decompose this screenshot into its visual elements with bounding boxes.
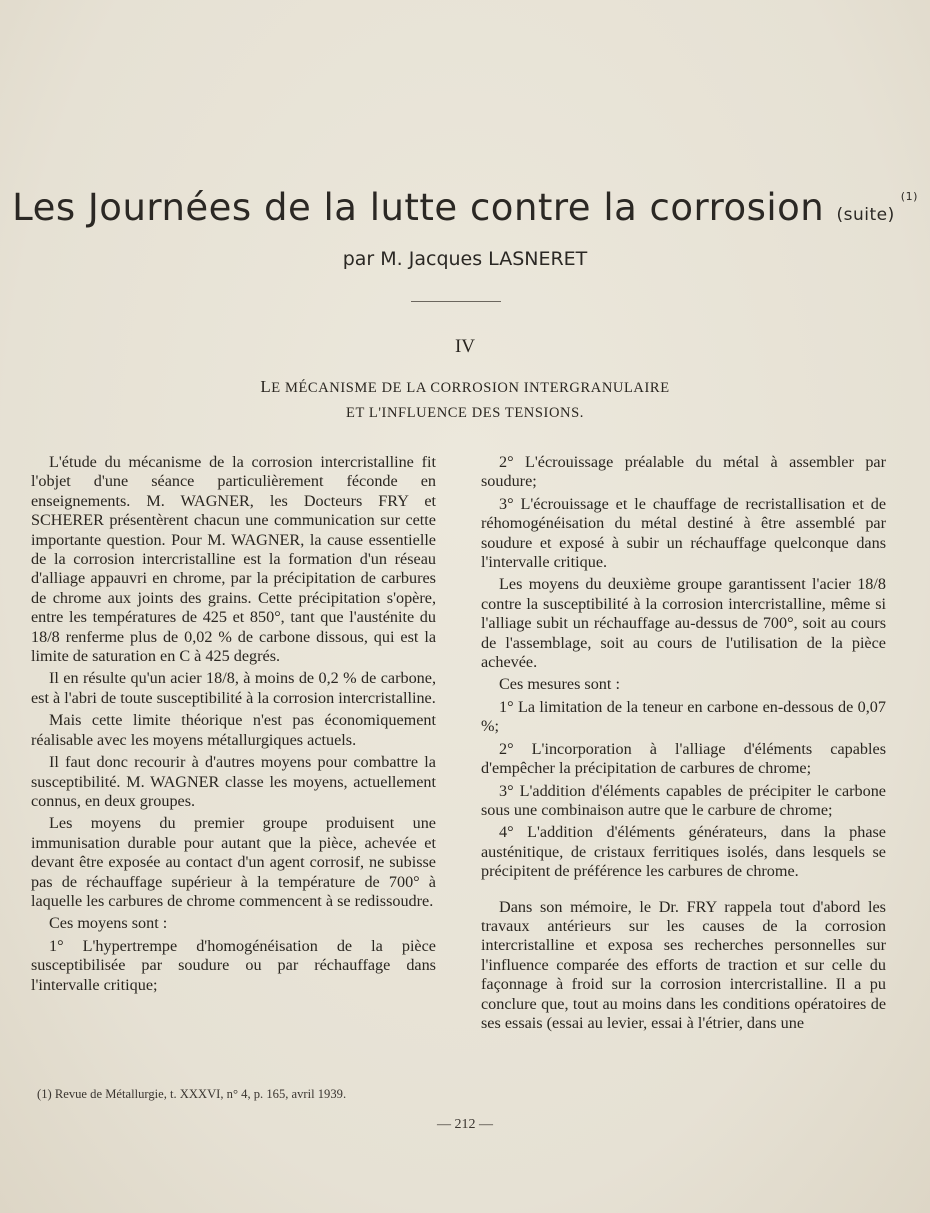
paragraph: Mais cette limite théorique n'est pas économiquement réalisable avec les moyens métallurgiques actuels. [31,711,436,749]
right-column [481,453,886,1036]
paragraph: 4° L'addition d'éléments générateurs, dans la phase austénitique, de cristaux ferritiques isolés, dans lesquels se précipitent de préférence les carbures de chrome. [481,823,886,881]
section-number: IV [454,336,476,357]
paragraph: 1° L'hypertrempe d'homogénéisation de la pièce susceptibilisée par soudure ou par réchauffage dans l'intervalle critique; [31,936,436,994]
section-title [0,374,930,426]
paragraph: 2° L'incorporation à l'alliage d'éléments capables d'empêcher la précipitation de carbures de chrome; [481,739,886,778]
paragraph: 2° L'écrouissage préalable du métal à assembler par soudure; [481,453,886,491]
section-title-line-1-rest: E MÉCANISME DE LA CORROSION INTERGRANULAIRE [271,380,670,396]
paragraph: 3° L'écrouissage et le chauffage de recristallisation et de réhomogénéisation du métal destiné à être assemblé par soudure et exposé à subir un réchauffage quelconque dans l'intervalle critique. [481,494,886,572]
author-byline: par M. Jacques LASNERET [342,248,588,270]
section-title-initial: L [260,377,272,396]
article-title [0,186,930,229]
section-title-line-1 [0,374,930,401]
paragraph: Il faut donc recourir à d'autres moyens pour combattre la susceptibilité. M. WAGNER classe les moyens, actuellement connus, en deux groupes. [31,753,436,810]
title-text: Les Journées de la lutte contre la corrosion [12,186,825,229]
title-divider [411,301,501,302]
paragraph: Les moyens du deuxième groupe garantissent l'acier 18/8 contre la susceptibilité à la corrosion intercristalline, même si l'alliage subit un réchauffage au-dessus de 700°, soit au cours de l'assemblage, soit au cours de l'utilisation de la pièce achevée. [481,575,886,672]
paragraph: Les moyens du premier groupe produisent une immunisation durable pour autant que la pièce, achevée et devant être exposée au contact d'un agent corrosif, ne subisse pas de réchauffage supérieur à la température de 700° à laquelle les carbures de chrome commencent à se redissoudre. [31,814,436,910]
paragraph: 1° La limitation de la teneur en carbone en-dessous de 0,07 %; [481,697,886,736]
paragraph: Il en résulte qu'un acier 18/8, à moins de 0,2 % de carbone, est à l'abri de toute susceptibilité à la corrosion intercristalline. [31,669,436,707]
footnote-mark: (1) [900,190,918,203]
paragraph: Ces moyens sont : [49,914,168,933]
left-column [31,453,436,998]
page-number: — 212 — [437,1117,493,1132]
paragraph: 3° L'addition d'éléments capables de précipiter le carbone sous une combinaison autre que le carbure de chrome; [481,781,886,819]
paragraph: Dans son mémoire, le Dr. FRY rappela tout d'abord les travaux antérieurs sur les causes de la corrosion intercristalline et exposa ses recherches personnelles sur l'influence comparée des efforts de traction et sur celle du façonnage à froid sur la corrosion intercristalline. Il a pu conclure que, tout au moins dans les conditions opératoires de ses essais (essai au levier, essai à l'étrier, dans une [481,897,886,1032]
title-suffix: (suite) [836,205,895,225]
section-title-line-2: ET L'INFLUENCE DES TENSIONS. [346,405,584,421]
paragraph: L'étude du mécanisme de la corrosion intercristalline fit l'objet d'une séance particulièrement féconde en enseignements. M. WAGNER, les Docteurs FRY et SCHERER présentèrent chacun une communication sur cette importante question. Pour M. WAGNER, la cause essentielle de la corrosion intercristalline est la formation d'un réseau d'alliage appauvri en chrome, par la précipitation de carbures de chrome aux joints des grains. Cette précipitation s'opère, entre les températures de 425 et 850°, tant que l'austénite du 18/8 renferme plus de 0,02 % de carbone dissous, qui est la limite de saturation en C à 425 degrés. [31,453,436,666]
paragraph: Ces mesures sont : [499,675,620,694]
footnote: (1) Revue de Métallurgie, t. XXXVI, n° 4, p. 165, avril 1939. [37,1087,347,1101]
